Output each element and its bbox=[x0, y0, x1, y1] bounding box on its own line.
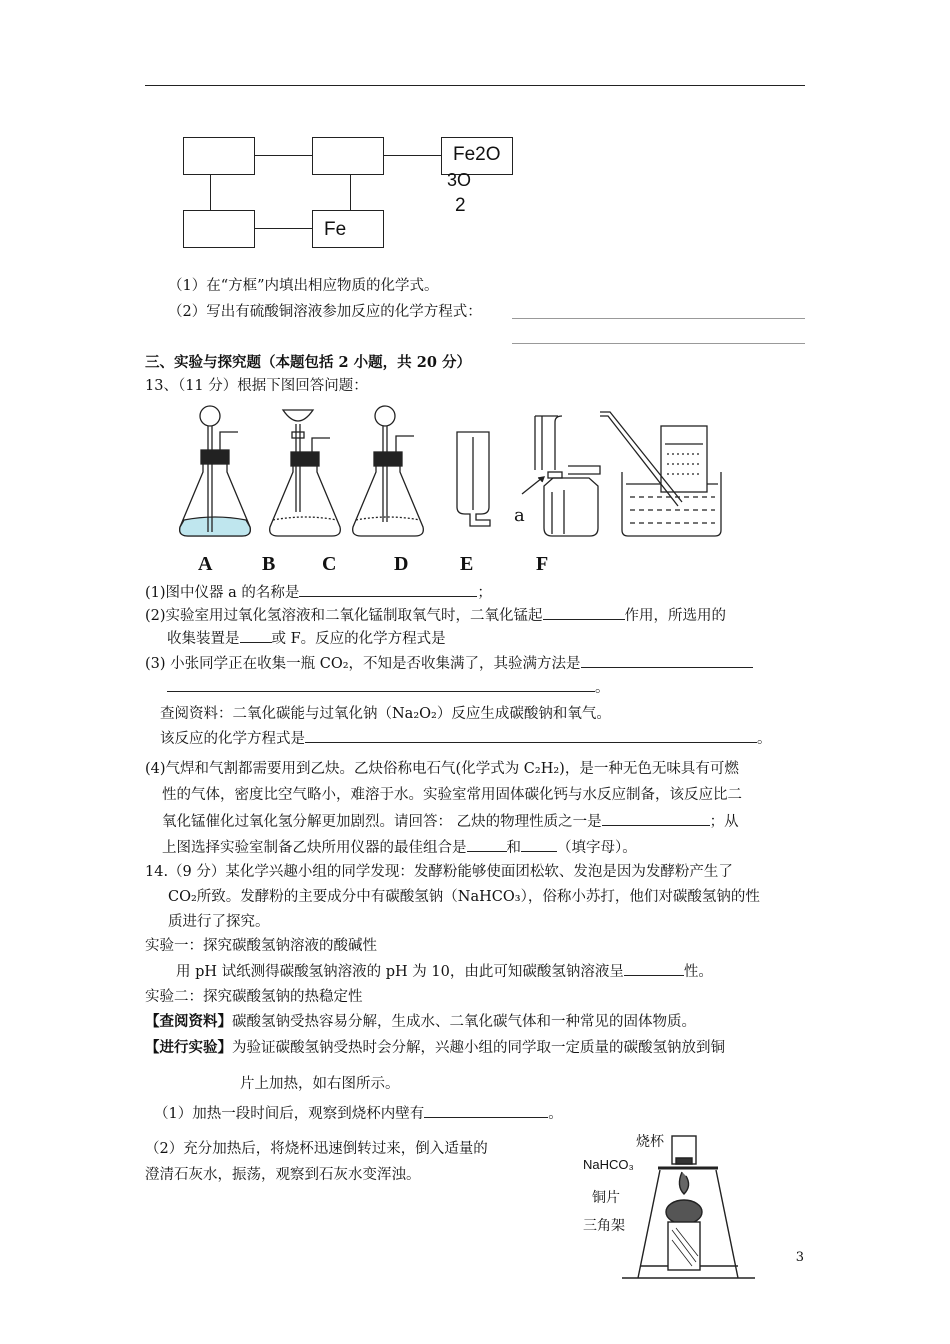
q14-experiment1-text: 用 pH 试纸测得碳酸氢钠溶液的 pH 为 10，由此可知碳酸氢钠溶液呈 性。 bbox=[176, 961, 713, 982]
fig-label-beaker: 烧杯 bbox=[636, 1134, 664, 1150]
box-fe2o3-line2: 3O bbox=[447, 170, 472, 190]
q13-reference: 查阅资料：二氧化碳能与过氧化钠（Na₂O₂）反应生成碳酸钠和氧气。 bbox=[160, 706, 611, 722]
apparatus-label-d: D bbox=[394, 553, 409, 575]
box-fe2o3-line3: 2 bbox=[455, 195, 466, 216]
q12-part1: （1）在“方框”内填出相应物质的化学式。 bbox=[168, 278, 439, 294]
label-a: a bbox=[514, 505, 525, 526]
section-title: 三、实验与探究题（本题包括 2 小题，共 20 分） bbox=[145, 354, 471, 371]
fig-label-nahco3: NaHCO₃ bbox=[583, 1157, 634, 1172]
answer-line bbox=[512, 318, 805, 319]
connector bbox=[255, 155, 312, 156]
q14-procedure-line2: 片上加热，如右图所示。 bbox=[240, 1076, 400, 1092]
q13-part2-line2: 收集装置是 或 F。反应的化学方程式是 bbox=[167, 628, 446, 649]
q13-part4-line3: 氧化锰催化过氧化氢分解更加剧烈。请回答： 乙炔的物理性质之一是 ；从 bbox=[162, 811, 739, 832]
q13-part4-line1: (4)气焊和气割都需要用到乙炔。乙炔俗称电石气(化学式为 C₂H₂)，是一种无色无味具有可燃 bbox=[145, 761, 739, 777]
q13-part2-line1: (2)实验室用过氧化氢溶液和二氧化锰制取氧气时，二氧化锰起 作用，所选用的 bbox=[145, 605, 726, 626]
q14-step1: （1）加热一段时间后，观察到烧杯内壁有 。 bbox=[154, 1103, 563, 1124]
fig-label-tripod: 三角架 bbox=[583, 1218, 625, 1234]
connector bbox=[210, 175, 211, 210]
apparatus-label-b: B bbox=[262, 553, 276, 575]
q14-procedure: 【进行实验】为验证碳酸氢钠受热时会分解，兴趣小组的同学取一定质量的碳酸氢钠放到铜 bbox=[145, 1039, 725, 1056]
header-rule bbox=[145, 85, 805, 86]
box-bottom-left bbox=[183, 210, 255, 248]
connector bbox=[384, 155, 441, 156]
box-fe-label: Fe bbox=[324, 219, 347, 240]
box-fe2o3-line1: Fe2O bbox=[453, 144, 501, 165]
fig-label-copper: 铜片 bbox=[592, 1190, 620, 1206]
page-number: 3 bbox=[795, 1250, 804, 1265]
q13-part4-line4: 上图选择实验室制备乙炔所用仪器的最佳组合是 和 （填字母）。 bbox=[162, 837, 637, 858]
q14-experiment1: 实验一：探究碳酸氢钠溶液的酸碱性 bbox=[145, 938, 377, 954]
lab-apparatus-figure bbox=[170, 402, 730, 544]
apparatus-label-f: F bbox=[536, 553, 549, 575]
apparatus-label-a: A bbox=[198, 553, 213, 575]
q12-part2: （2）写出有硫酸铜溶液参加反应的化学方程式： bbox=[168, 304, 482, 320]
q14-line3: 质进行了探究。 bbox=[168, 914, 270, 930]
q13-equation: 该反应的化学方程式是 。 bbox=[160, 728, 772, 749]
q14-step2-line1: （2）充分加热后，将烧杯迅速倒转过来，倒入适量的 bbox=[145, 1141, 488, 1157]
q14-line2: CO₂所致。发酵粉的主要成分中有碳酸氢钠（NaHCO₃），俗称小苏打，他们对碳酸氢钠的性 bbox=[168, 889, 760, 905]
connector bbox=[255, 228, 312, 229]
q13-part4-line2: 性的气体，密度比空气略小，难溶于水。实验室常用固体碳化钙与水反应制备，该反应比二 bbox=[162, 787, 742, 803]
box-top-left bbox=[183, 137, 255, 175]
q14-step2-line2: 澄清石灰水，振荡，观察到石灰水变浑浊。 bbox=[145, 1167, 421, 1183]
box-fe bbox=[312, 210, 384, 248]
q14-experiment2: 实验二：探究碳酸氢钠的热稳定性 bbox=[145, 989, 363, 1005]
answer-line bbox=[512, 343, 805, 344]
q13-heading: 13、（11 分）根据下图回答问题： bbox=[145, 378, 368, 394]
apparatus-label-c: C bbox=[322, 553, 337, 575]
box-top-middle bbox=[312, 137, 384, 175]
q13-part1: (1)图中仪器 a 的名称是 ； bbox=[145, 582, 492, 603]
q14-line1: 14.（9 分）某化学兴趣小组的同学发现：发酵粉能够使面团松软、发泡是因为发酵粉产生了 bbox=[145, 864, 733, 880]
apparatus-label-e: E bbox=[460, 553, 474, 575]
q13-part3-line1: (3) 小张同学正在收集一瓶 CO₂，不知是否收集满了，其验满方法是 bbox=[145, 653, 753, 674]
q13-part3-line2: 。 bbox=[167, 677, 610, 698]
q14-reference: 【查阅资料】碳酸氢钠受热容易分解，生成水、二氧化碳气体和一种常见的固体物质。 bbox=[145, 1013, 696, 1030]
connector bbox=[350, 175, 351, 210]
